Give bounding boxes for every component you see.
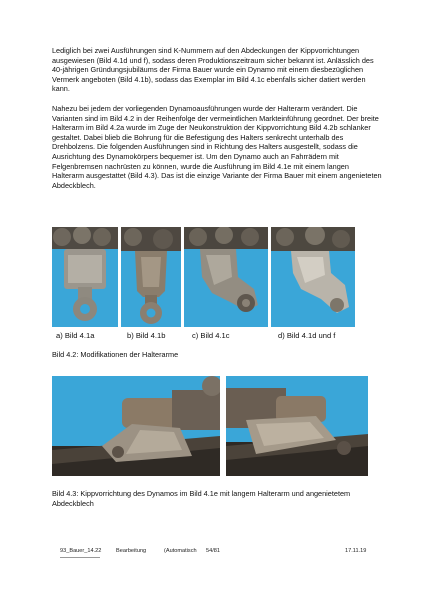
footer-mode: (Automatisch [164,548,197,554]
photo-halterarm-c [184,227,268,327]
figure-4-3-title: Bild 4.3: Kippvorrichtung des Dynamos im Bild 4.1e mit langem Halterarm und angenietetem Abdeckblech [52,489,351,508]
photo-halterarm-b [121,227,181,327]
photo-kippvorrichtung-right [226,376,368,476]
footer-divider [60,557,100,558]
photo-halterarm-a [52,227,118,327]
paragraph-1: Lediglich bei zwei Ausführungen sind K-Nummern auf den Abdeckungen der Kippvorrichtungen ausgewiesen (Bild 4.1d und f), sodass deren Produktionszeitraum sicher bekannt ist. Anlässlich des 40-jährigen Gründungsjubiläums der Firma Bauer wurde ein Dynamo mit einem diesbezüglichen Vermerk angeboten (Bild 4.1b), sodass das Exemplar im Bild 4.1c ebenfalls sicher datiert werden kann. [52,46,374,94]
footer-page: 54/81 [206,548,220,554]
photo-halterarm-d [271,227,355,327]
caption-figure-4-2-d: d) Bild 4.1d und f [278,331,336,340]
footer-date: 17.11.19 [345,548,367,554]
caption-figure-4-2-a: a) Bild 4.1a [56,331,95,340]
caption-figure-4-2-c: c) Bild 4.1c [192,331,230,340]
figure-4-2-title: Bild 4.2: Modifikationen der Halterarme [52,350,179,359]
paragraph-2: Nahezu bei jedem der vorliegenden Dynamoausführungen wurde der Halterarm verändert. Die Varianten sind im Bild 4.2 in der Reihenfolge der vermeintlichen Markteinführung geordnet. Der breite Halterarm im Bild 4.2a wurde im Zuge der Neukonstruktion der Kippvorrichtung Bild 4.2b schlanker gestaltet. Dabei blieb die Bohrung für die Befestigung des Halters senkrecht unterhalb des Drehbolzens. Die folgenden Ausführungen sind in Richtung des Halters ausgestellt, sodass die Ausrichtung des Dynamokörpers bequemer ist. Um den Dynamo auch an Fahrrädern mit Felgenbremsen nachrüsten zu können, wurde die Ausführung im Bild 4.1e mit einem langen Halterarm ausgestattet (Bild 4.3). Das ist die einzige Variante der Firma Bauer mit einem angenieteten Abdeckblech. [52,104,382,190]
photo-kippvorrichtung-left [52,376,220,476]
caption-figure-4-2-b: b) Bild 4.1b [127,331,166,340]
footer-label: Bearbeitung [116,548,147,554]
footer-file: 93_Bauer_14.22 [60,548,102,554]
